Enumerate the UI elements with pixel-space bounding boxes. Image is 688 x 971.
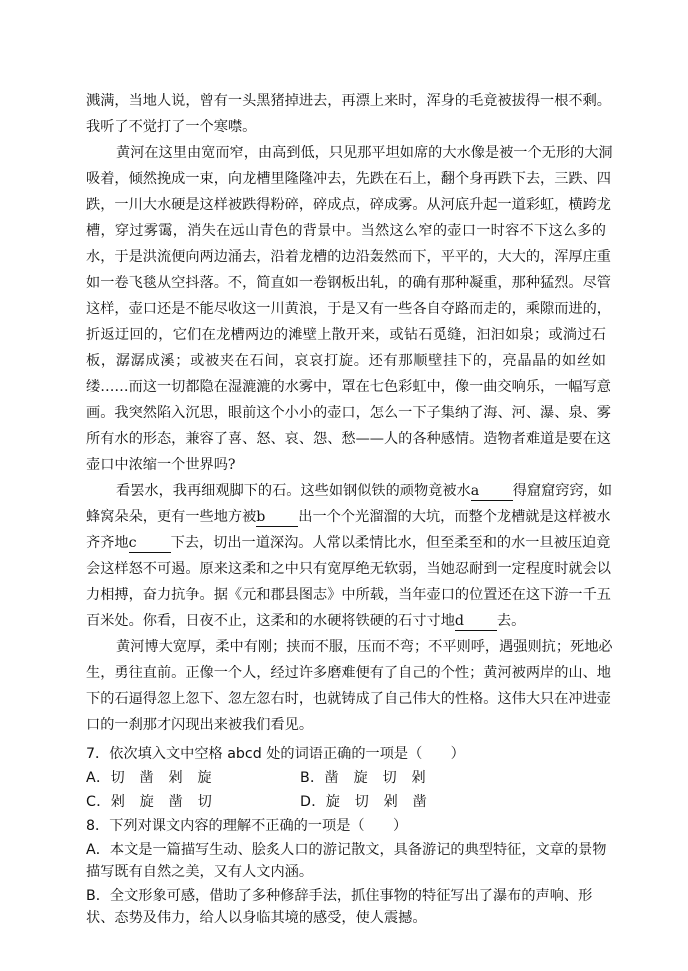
passage-line: 力相搏，奋力抗争。据《元和郡县图志》中所载，当年壶口的位置还在这下游一千五 [86,587,611,603]
passage-line: 我听了不觉打了一个寒噤。 [86,119,257,135]
passage-line: 折返迂回的，它们在龙槽两边的滩壁上散开来，或钻石觅缝，汩汩如泉；或淌过石 [86,327,606,343]
passage-text: 齐齐地 [86,535,129,551]
question-8-option-b-cont: 状、态势及伟力，给人以身临其境的感受，使人震撼。 [86,910,427,926]
passage-text: 蜂窝朵朵，更有一些地方被 [86,509,257,525]
passage-line: 跌，一川大水硬是这样被跌得粉碎，碎成点，碎成雾。从河底升起一道彩虹，横跨龙 [86,197,611,213]
passage-line: 下的石逼得忽上忽下、忽左忽右时，也就铸成了自己伟大的性格。这伟大只在冲进壶 [86,691,611,707]
passage-line: 这样，壶口还是不能尽收这一川黄浪，于是又有一些各自夺路而走的，乘隙而进的， [86,301,611,317]
passage-line: 槽，穿过雾霭，消失在远山青色的背景中。当然这么窄的壶口一时容不下这么多的 [86,223,606,239]
blank-d: d [455,612,497,631]
blank-a: a [471,482,513,501]
passage-line: 生，勇往直前。正像一个人，经过许多磨难便有了自己的个性；黄河被两岸的山、地 [86,665,611,681]
passage-line: 画。我突然陷入沉思，眼前这个小小的壶口，怎么一下子集纳了海、河、瀑、泉、雾 [86,405,611,421]
passage-text: 出一个个光溜溜的大坑，而整个龙槽就是这样被水 [298,509,611,525]
passage-line-with-blank [86,608,606,634]
passage-line: 吸着，倾然挽成一束，向龙槽里隆隆冲去，先跌在石上，翻个身再跌下去，三跌、四 [86,171,611,187]
passage-line: 黄河在这里由宽而窄，由高到低，只见那平坦如席的大水像是被一个无形的大洞 [116,145,613,161]
passage-text: 看罢水，我再细观脚下的石。这些如钢似铁的顽物竟被水 [116,483,471,499]
passage-line: 缕……而这一切都隐在湿漉漉的水雾中，罩在七色彩虹中，像一曲交响乐，一幅写意 [86,379,611,395]
question-8-option-a: A．本文是一篇描写生动、脍炙人口的游记散文，具备游记的典型特征，文章的景物 [86,842,607,858]
question-7-option-c: C．剁 旋 凿 切 [86,794,213,810]
passage-line: 黄河博大宽厚，柔中有刚；挟而不服，压而不弯；不平则呼，遇强则抗；死地必 [116,639,613,655]
question-8-option-a-cont: 描写既有自然之美，又有人文内涵。 [86,864,314,880]
blank-b: b [256,508,298,527]
question-7-option-b: B．凿 旋 切 剁 [300,770,426,786]
question-7-option-d: D．旋 切 剁 凿 [300,794,428,810]
blank-c: c [129,534,171,553]
passage-line: 溅满，当地人说，曾有一头黑猪掉进去，再漂上来时，浑身的毛竟被拔得一根不剩。 [86,93,611,109]
passage-line: 口的一刹那才闪现出来被我们看见。 [86,717,314,733]
question-8-option-b: B．全文形象可感，借助了多种修辞手法，抓住事物的特征写出了瀑布的声响、形 [86,888,593,904]
passage-line-with-blank [86,504,611,530]
passage-line: 壶口中浓缩一个世界吗? [86,457,236,473]
passage-text: 得窟窟窍窍，如 [512,483,613,499]
question-7-stem: 7．依次填入文中空格 abcd 处的词语正确的一项是（ ） [86,746,465,762]
question-8-stem: 8．下列对课文内容的理解不正确的一项是（ ） [86,818,408,834]
passage-line: 所有水的形态，兼容了喜、怒、哀、怨、愁——人的各种感情。造物者难道是要在这 [86,431,611,447]
passage-line: 水，于是洪流便向两边涌去，沿着龙槽的边沿轰然而下，平平的，大大的，浑厚庄重 [86,249,611,265]
passage-line-with-blank [116,478,613,504]
passage-text: 下去，切出一道深沟。人常以柔情比水，但至柔至和的水一旦被压迫竟 [170,535,611,551]
passage-line: 会这样怒不可遏。原来这柔和之中只有宽厚绝无软弱，当她忍耐到一定程度时就会以 [86,561,611,577]
passage-text: 百米处。你看，日夜不止，这柔和的水硬将铁硬的石寸寸地 [86,613,455,629]
passage-text: 去。 [496,613,526,629]
question-7-option-a: A．切 凿 剁 旋 [86,770,212,786]
passage-line: 板，潺潺成溪；或被夹在石间，哀哀打旋。还有那顺壁挂下的，亮晶晶的如丝如 [86,353,606,369]
passage-line: 如一卷飞毯从空抖落。不，简直如一卷钢板出轧，的确有那种凝重，那种猛烈。尽管 [86,275,611,291]
passage-line-with-blank [86,530,611,556]
